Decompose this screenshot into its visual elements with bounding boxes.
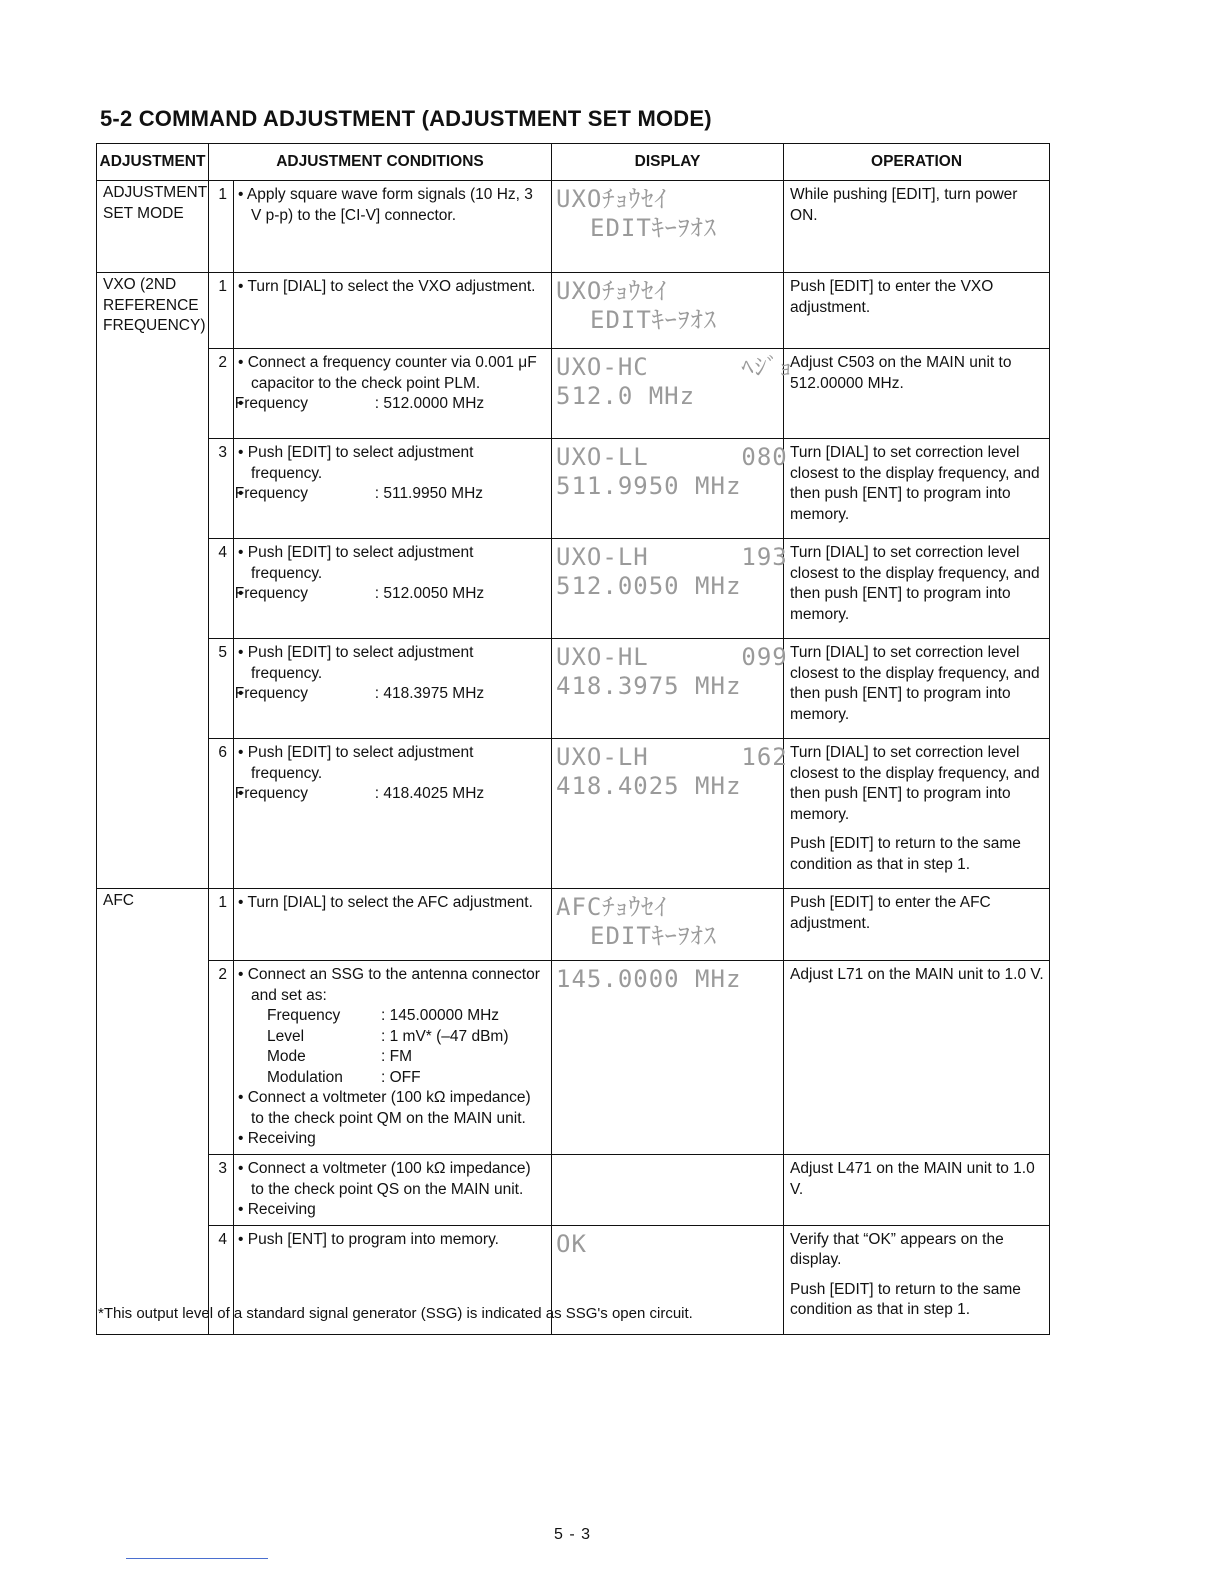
lcd-line-1: UXO-HL 099 [556,643,788,671]
frequency-label: Frequency [234,395,308,412]
table-row [97,181,1050,273]
condition-item: • Apply square wave form signals (10 Hz, 3 V p-p) to the [CI-V] connector. [238,185,547,226]
setting-label: Mode [267,1048,306,1065]
condition-item: • Connect a voltmeter (100 kΩ impedance) to the check point QM on the MAIN unit. [238,1088,547,1129]
lcd-line-2: 512.0050 MHz [556,572,742,600]
operation-cell [784,439,1050,539]
ssg-setting-row [238,1006,547,1027]
condition-item: • Connect a voltmeter (100 kΩ impedance) to the check point QS on the MAIN unit. [238,1159,547,1200]
condition-item: • Push [EDIT] to select adjustment frequency. [238,443,547,484]
step-number: 2 [209,961,234,1155]
display-cell [552,349,793,439]
lcd-line-2: EDITｷｰｦｵｽ [590,306,717,334]
setting-label: Level [267,1027,305,1045]
step-number: 1 [209,273,234,349]
display-cell [552,961,784,1155]
lcd-line-1: AFCﾁｮｳｾｲ [556,893,668,921]
adjustment-name: AFC [97,889,209,1335]
display-cell [552,639,788,739]
setting-label: Frequency [267,1007,341,1024]
step-number: 3 [209,439,234,539]
step-number: 5 [209,639,234,739]
condition-item: • Connect a frequency counter via 0.001 μF capacitor to the check point PLM. [238,353,547,394]
operation-text: Adjust L471 on the MAIN unit to 1.0 V. [790,1160,1035,1198]
lcd-line-1: UXO-LH 193 [556,543,788,571]
header-conditions: ADJUSTMENT CONDITIONS [209,144,552,181]
operation-cell [784,889,1050,961]
step-number: 4 [209,1225,234,1334]
ssg-setting-row [238,1027,547,1048]
lcd-line-2: EDITｷｰｦｵｽ [590,214,717,242]
frequency-label: Frequency [234,585,308,602]
lcd-line-1: UXOﾁｮｳｾｲ [556,277,668,305]
step-number: 4 [209,539,234,639]
page-title: 5-2 COMMAND ADJUSTMENT (ADJUSTMENT SET MODE) [100,106,712,131]
lcd-line-2: 418.3975 MHz [556,672,742,700]
operation-text: Verify that “OK” appears on the display. [790,1230,1004,1268]
operation-text: Turn [DIAL] to set correction level closest to the display frequency, and then push [ENT] to program into memory. [790,644,1040,723]
operation-cell [784,1155,1050,1226]
lcd-line-2: 512.0 MHz [556,382,696,410]
frequency-value: : 512.0000 MHz [374,395,485,412]
lcd-line-1: UXO-LH 162 [556,743,788,771]
step-number: 6 [209,739,234,889]
conditions-cell [234,961,552,1155]
condition-item: • Turn [DIAL] to select the VXO adjustment. [238,277,547,298]
step-number: 1 [209,889,234,961]
operation-cell [784,349,1050,439]
condition-item: • Turn [DIAL] to select the AFC adjustment. [238,893,547,914]
condition-item: • Receiving [238,1129,547,1150]
operation-cell [784,273,1050,349]
setting-value: : FM [381,1048,412,1065]
conditions-cell [234,639,552,739]
setting-label: Modulation [267,1068,343,1086]
operation-text: Adjust L71 on the MAIN unit to 1.0 V. [790,966,1044,983]
conditions-cell [234,1155,552,1226]
operation-text: Push [EDIT] to enter the VXO adjustment. [790,278,994,316]
table-row [97,889,1050,961]
operation-cell [784,961,1050,1155]
operation-cell [784,1225,1050,1334]
operation-text: Turn [DIAL] to set correction level closest to the display frequency, and then push [ENT] to program into memory. [790,544,1040,623]
setting-value: : 1 mV* (–47 dBm) [381,1027,509,1045]
footnote: *This output level of a standard signal generator (SSG) is indicated as SSG's open circuit. [98,1305,693,1322]
display-cell [552,539,788,639]
frequency-item [234,394,547,415]
adjustment-table [96,143,1050,1335]
frequency-value: : 512.0050 MHz [374,585,485,602]
conditions-cell [234,889,552,961]
table-row [97,639,1050,739]
header-display: DISPLAY [552,144,784,181]
frequency-item [234,684,547,705]
conditions-cell [234,349,552,439]
setting-value: : OFF [381,1068,421,1086]
table-row [97,273,1050,349]
operation-text: Adjust C503 on the MAIN unit to 512.00000 MHz. [790,354,1012,392]
conditions-cell [234,439,552,539]
condition-item: • Receiving [238,1200,547,1221]
frequency-item [234,784,547,805]
conditions-cell [234,181,552,273]
conditions-cell [234,539,552,639]
ssg-setting-row [238,1068,547,1089]
frequency-item [234,484,547,505]
operation-cell [784,739,1050,889]
operation-text: Push [EDIT] to return to the same condition as that in step 1. [790,835,1021,873]
operation-text: Push [EDIT] to enter the AFC adjustment. [790,894,991,932]
condition-item: • Push [ENT] to program into memory. [238,1230,547,1251]
condition-item: • Push [EDIT] to select adjustment frequency. [238,543,547,584]
display-cell [552,889,784,961]
display-cell [552,739,788,889]
step-number: 3 [209,1155,234,1226]
lcd-line-1: UXOﾁｮｳｾｲ [556,185,668,213]
conditions-cell [234,739,552,889]
lcd-line-2: 511.9950 MHz [556,472,742,500]
step-number: 2 [209,349,234,439]
table-row [97,739,1050,889]
frequency-item [234,584,547,605]
table-row [97,439,1050,539]
display-cell [552,273,784,349]
ssg-setting-row [238,1047,547,1068]
frequency-label: Frequency [234,785,308,802]
table-row [97,1155,1050,1226]
adjustment-name: ADJUSTMENT SET MODE [97,181,209,273]
operation-text: Push [EDIT] to return to the same condition as that in step 1. [790,1280,1021,1318]
lcd-line-1: UXO-HC ﾍｼﾞｮ [556,353,793,381]
page-number: 5 - 3 [554,1526,592,1543]
header-operation: OPERATION [784,144,1050,181]
adjustment-name: VXO (2ND REFERENCE FREQUENCY) [97,273,209,889]
setting-value: : 145.00000 MHz [381,1007,500,1024]
frequency-label: Frequency [234,685,308,702]
table-row [97,961,1050,1155]
conditions-cell [234,273,552,349]
operation-text: Turn [DIAL] to set correction level closest to the display frequency, and then push [ENT] to program into memory. [790,744,1040,823]
condition-item: • Push [EDIT] to select adjustment frequency. [238,643,547,684]
lcd-line-2: EDITｷｰｦｵｽ [590,922,717,950]
operation-text: While pushing [EDIT], turn power ON. [790,186,1018,224]
operation-cell [784,181,1050,273]
step-number: 1 [209,181,234,273]
lcd-line-1: 145.0000 MHz [556,965,742,993]
operation-cell [784,639,1050,739]
frequency-value: : 418.4025 MHz [374,785,485,802]
frequency-value: : 418.3975 MHz [374,685,485,702]
table-row [97,539,1050,639]
condition-item: • Connect an SSG to the antenna connector and set as: [238,965,547,1006]
decorative-line [126,1558,268,1559]
condition-item: • Push [EDIT] to select adjustment frequency. [238,743,547,784]
display-cell [552,1155,784,1226]
table-row [97,349,1050,439]
header-row [97,144,1050,181]
display-cell [552,181,784,273]
header-adjustment: ADJUSTMENT [97,144,209,181]
lcd-line-2: 418.4025 MHz [556,772,742,800]
operation-text: Turn [DIAL] to set correction level closest to the display frequency, and then push [ENT] to program into memory. [790,444,1040,523]
frequency-label: Frequency [234,485,308,502]
lcd-line-1: UXO-LL 080 [556,443,788,471]
lcd-line-1: OK [556,1229,587,1258]
frequency-value: : 511.9950 MHz [374,485,484,502]
operation-cell [784,539,1050,639]
display-cell [552,439,788,539]
